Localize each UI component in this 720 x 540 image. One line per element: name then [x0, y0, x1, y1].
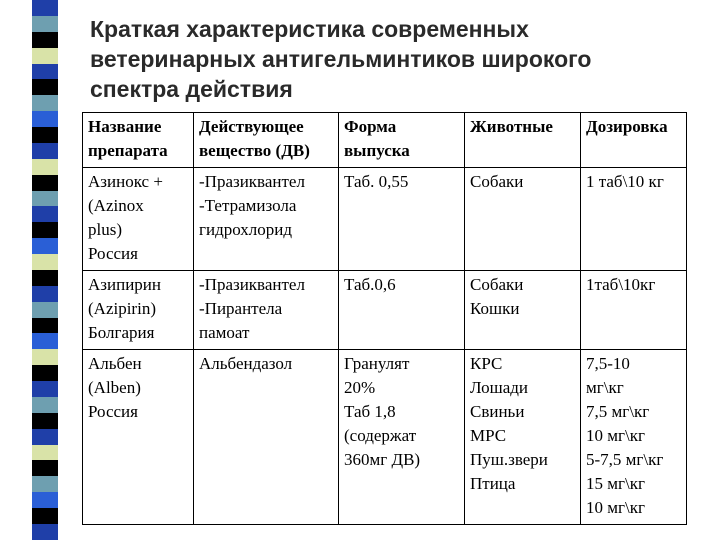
cell-text: Болгария [88, 323, 155, 342]
header-text: Дозировка [586, 117, 668, 136]
stripe-segment [32, 111, 58, 127]
stripe-segment [32, 445, 58, 461]
decorative-stripe-bar [32, 0, 58, 540]
cell-text: (Alben) [88, 378, 141, 397]
table-cell [581, 350, 687, 525]
table-cell [194, 271, 339, 350]
cell-text: Гранулят [344, 354, 410, 373]
cell-text: (Azipirin) [88, 299, 156, 318]
stripe-segment [32, 270, 58, 286]
cell-text: 1таб\10кг [586, 275, 656, 294]
table-cell [194, 168, 339, 271]
cell-text: Собаки [470, 275, 524, 294]
stripe-segment [32, 64, 58, 80]
stripe-segment [32, 16, 58, 32]
stripe-segment [32, 175, 58, 191]
stripe-segment [32, 397, 58, 413]
cell-text: Собаки [470, 172, 524, 191]
cell-text: Пуш.звери [470, 450, 548, 469]
slide-title [90, 14, 700, 104]
cell-text: 360мг ДВ) [344, 450, 421, 469]
cell-text: Таб.0,6 [344, 275, 396, 294]
title-line: спектра действия [90, 76, 293, 102]
stripe-segment [32, 476, 58, 492]
cell-text: 10 мг\кг [586, 426, 645, 445]
column-header [581, 113, 687, 168]
header-text: препарата [88, 141, 168, 160]
cell-text: Таб. 0,55 [344, 172, 409, 191]
cell-text: КРС [470, 354, 503, 373]
stripe-segment [32, 95, 58, 111]
column-header [194, 113, 339, 168]
table-cell [339, 350, 465, 525]
stripe-segment [32, 413, 58, 429]
table-cell [465, 271, 581, 350]
stripe-segment [32, 333, 58, 349]
table-cell [465, 350, 581, 525]
header-text: вещество (ДВ) [199, 141, 310, 160]
stripe-segment [32, 32, 58, 48]
cell-text: 7,5 мг\кг [586, 402, 650, 421]
title-line: Краткая характеристика современных [90, 16, 529, 42]
column-header [339, 113, 465, 168]
cell-text: Свиньи [470, 402, 525, 421]
cell-text: (Azinox [88, 196, 144, 215]
stripe-segment [32, 79, 58, 95]
stripe-segment [32, 159, 58, 175]
cell-text: 20% [344, 378, 376, 397]
cell-text: Россия [88, 402, 138, 421]
cell-text: 15 мг\кг [586, 474, 645, 493]
cell-text: -Празиквантел [199, 275, 305, 294]
cell-text: -Празиквантел [199, 172, 305, 191]
stripe-segment [32, 524, 58, 540]
cell-text: (содержат [344, 426, 417, 445]
cell-text: -Пирантела [199, 299, 283, 318]
stripe-segment [32, 508, 58, 524]
cell-text: мг\кг [586, 378, 624, 397]
header-row [83, 113, 687, 168]
table-cell [581, 271, 687, 350]
stripe-segment [32, 349, 58, 365]
header-text: Действующее [199, 117, 304, 136]
anthelmintics-table [82, 112, 687, 525]
header-text: Форма [344, 117, 397, 136]
header-text: выпуска [344, 141, 410, 160]
table-cell [465, 168, 581, 271]
table-cell [83, 350, 194, 525]
stripe-segment [32, 429, 58, 445]
cell-text: -Тетрамизола [199, 196, 297, 215]
cell-text: 5-7,5 мг\кг [586, 450, 664, 469]
column-header [465, 113, 581, 168]
title-line: ветеринарных антигельминтиков широкого [90, 46, 592, 72]
stripe-segment [32, 254, 58, 270]
column-header [83, 113, 194, 168]
cell-text: Птица [470, 474, 516, 493]
table-cell [83, 168, 194, 271]
stripe-segment [32, 302, 58, 318]
cell-text: гидрохлорид [199, 220, 293, 239]
cell-text: Кошки [470, 299, 520, 318]
cell-text: plus) [88, 220, 122, 239]
table-cell [339, 168, 465, 271]
header-text: Название [88, 117, 162, 136]
cell-text: Азипирин [88, 275, 161, 294]
cell-text: Лошади [470, 378, 528, 397]
cell-text: Азинокс + [88, 172, 163, 191]
cell-text: 10 мг\кг [586, 498, 645, 517]
cell-text: памоат [199, 323, 250, 342]
stripe-segment [32, 238, 58, 254]
table-header [83, 113, 687, 168]
stripe-segment [32, 127, 58, 143]
cell-text: Альбен [88, 354, 142, 373]
table-row [83, 168, 687, 271]
cell-text: 1 таб\10 кг [586, 172, 664, 191]
stripe-segment [32, 222, 58, 238]
stripe-segment [32, 48, 58, 64]
stripe-segment [32, 318, 58, 334]
stripe-segment [32, 191, 58, 207]
stripe-segment [32, 206, 58, 222]
stripe-segment [32, 143, 58, 159]
header-text: Животные [470, 117, 553, 136]
stripe-segment [32, 365, 58, 381]
stripe-segment [32, 0, 58, 16]
table-cell [194, 350, 339, 525]
table-cell [339, 271, 465, 350]
table-cell [581, 168, 687, 271]
stripe-segment [32, 381, 58, 397]
cell-text: Россия [88, 244, 138, 263]
cell-text: Таб 1,8 [344, 402, 396, 421]
cell-text: МРС [470, 426, 507, 445]
table-row [83, 350, 687, 525]
table-body [83, 168, 687, 525]
table-cell [83, 271, 194, 350]
stripe-segment [32, 492, 58, 508]
stripe-segment [32, 460, 58, 476]
stripe-segment [32, 286, 58, 302]
table-row [83, 271, 687, 350]
cell-text: Альбендазол [199, 354, 293, 373]
cell-text: 7,5-10 [586, 354, 630, 373]
